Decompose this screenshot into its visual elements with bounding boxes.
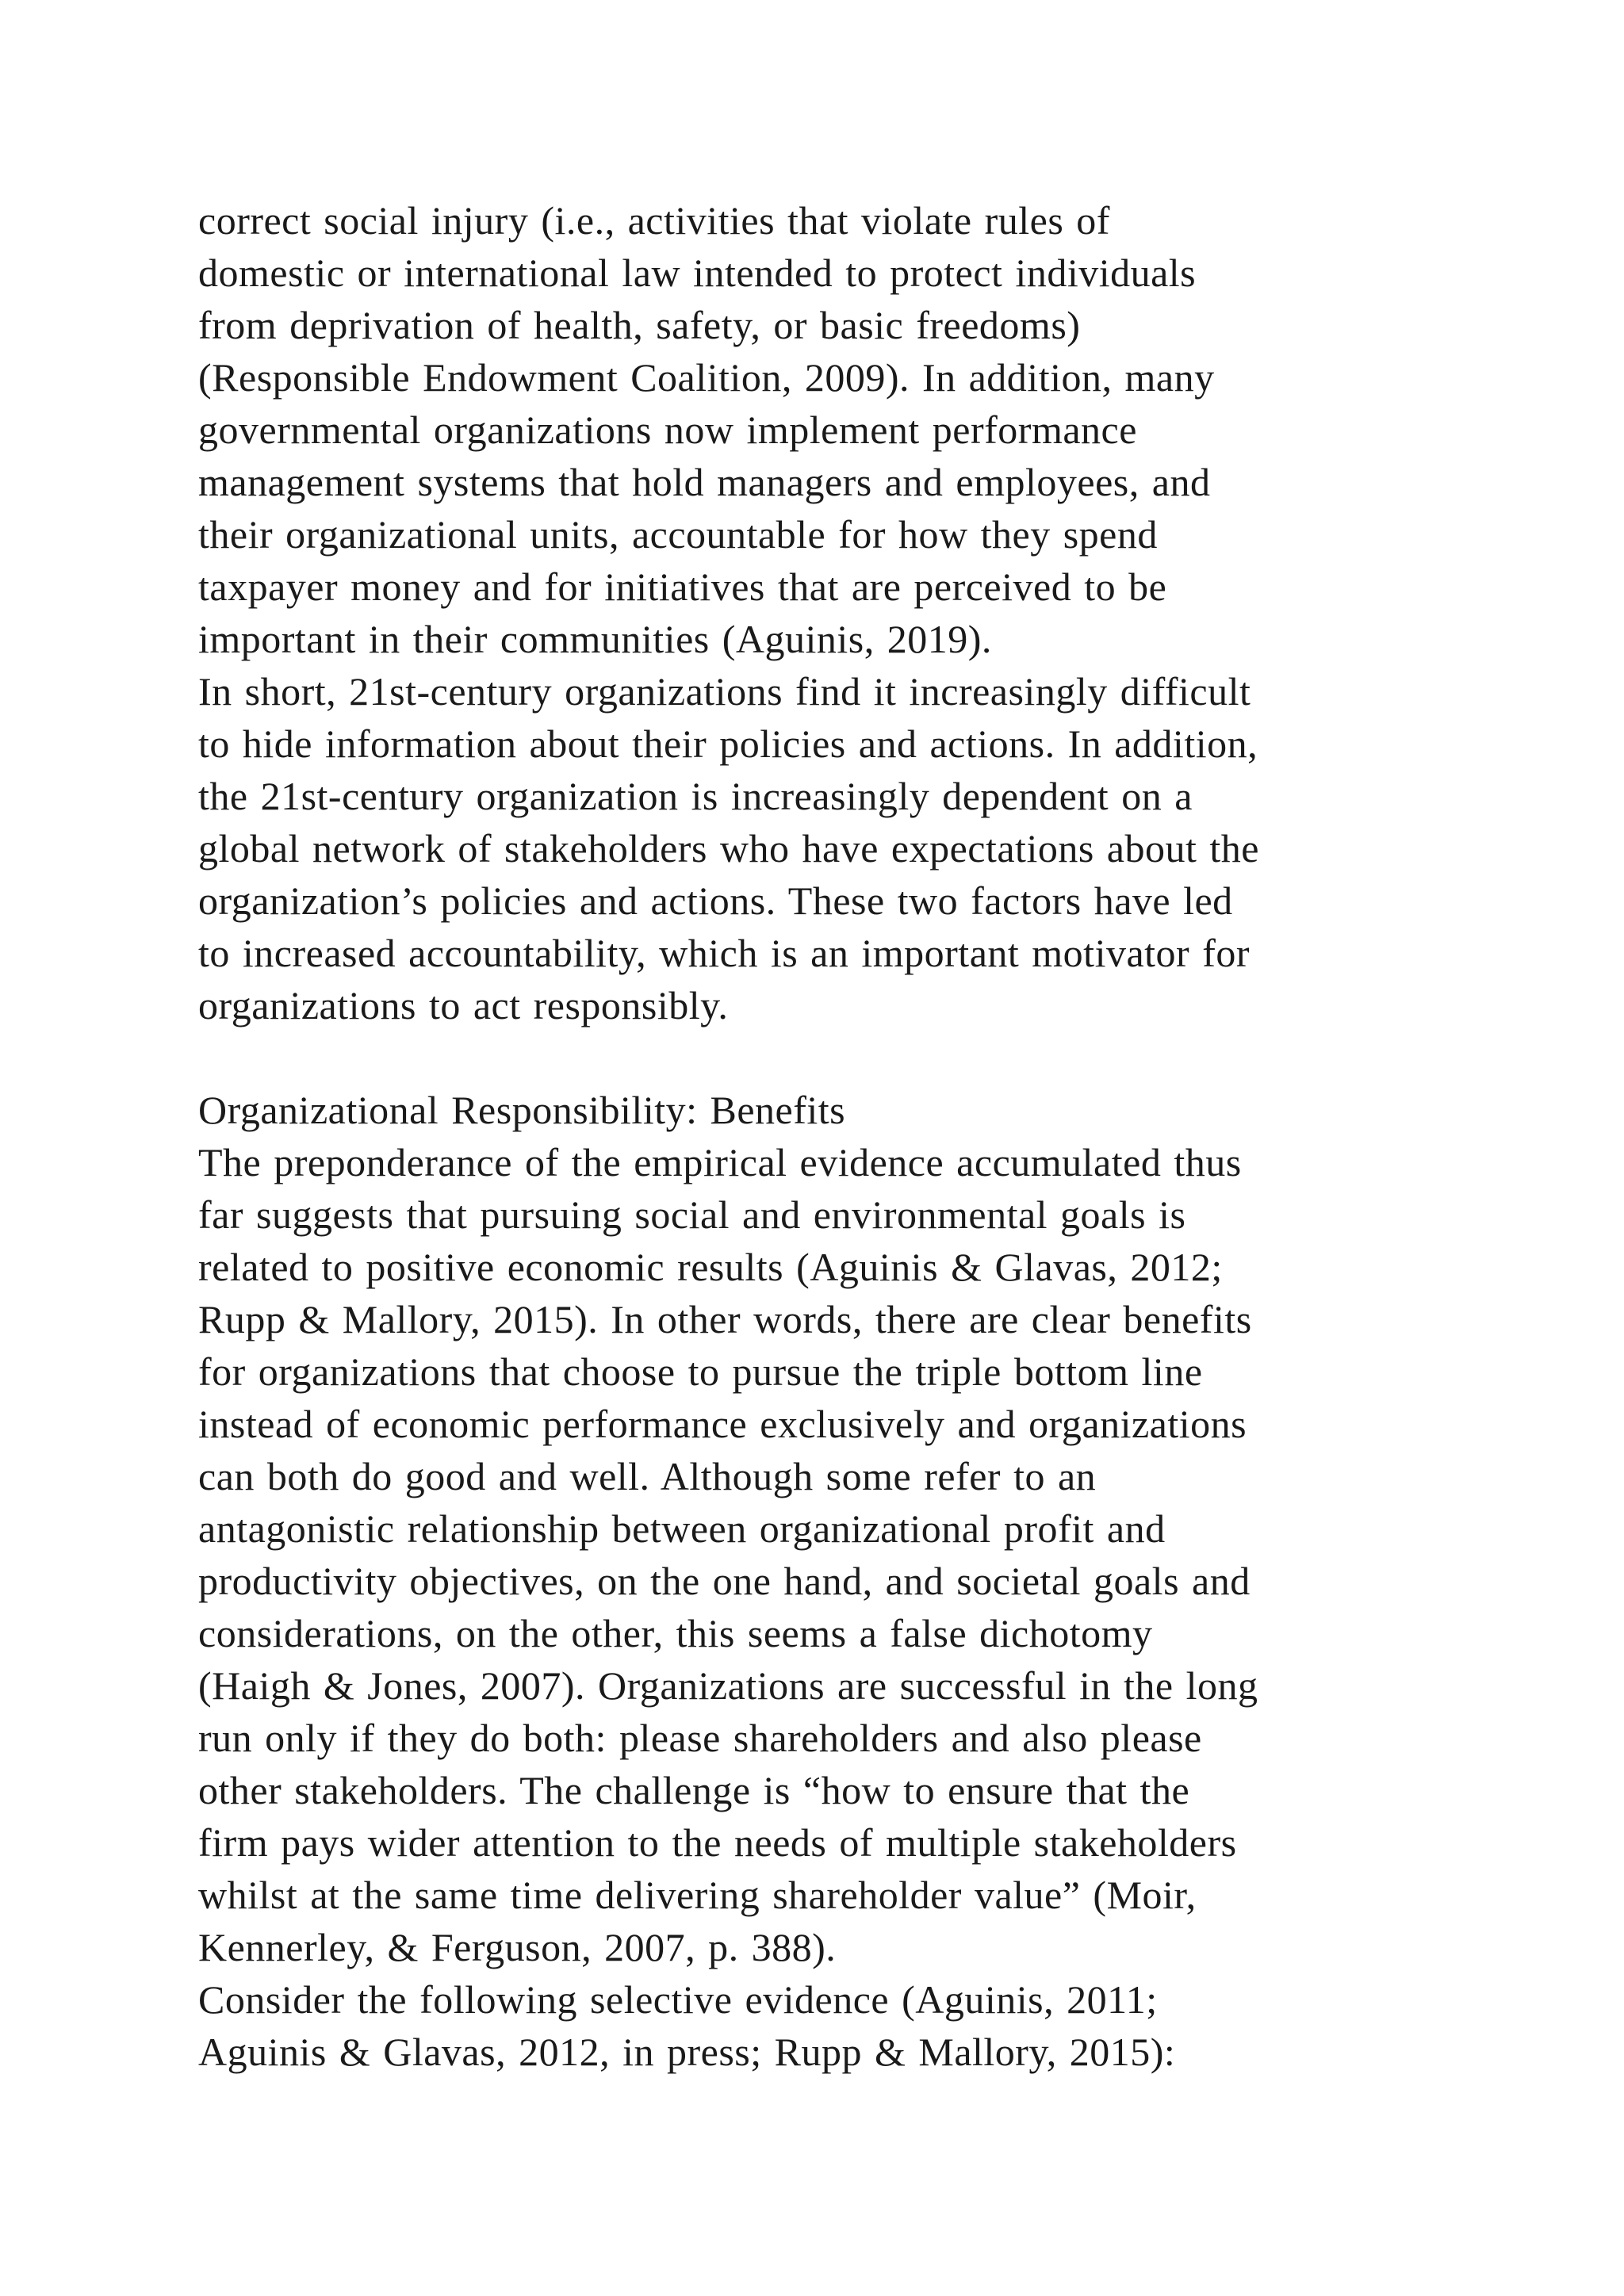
text-line: domestic or international law intended to protect individuals xyxy=(198,251,1197,295)
text-line: instead of economic performance exclusively and organizations xyxy=(198,1402,1247,1446)
text-line: Rupp & Mallory, 2015). In other words, there are clear benefits xyxy=(198,1297,1252,1341)
paragraph-in-short xyxy=(198,665,1467,1031)
text-line: global network of stakeholders who have expectations about the xyxy=(198,826,1259,871)
paragraph-accountability-context xyxy=(198,194,1467,665)
text-line: organizations to act responsibly. xyxy=(198,983,729,1027)
text-line: considerations, on the other, this seems a false dichotomy xyxy=(198,1611,1153,1655)
text-line: Kennerley, & Ferguson, 2007, p. 388). xyxy=(198,1925,837,1969)
text-line: to increased accountability, which is an important motivator for xyxy=(198,931,1250,975)
text-line: to hide information about their policies and actions. In addition, xyxy=(198,721,1258,766)
document-page xyxy=(198,194,1467,2078)
text-line: can both do good and well. Although some refer to an xyxy=(198,1454,1097,1498)
paragraph-spacer xyxy=(198,1031,1467,1084)
text-line: governmental organizations now implement performance xyxy=(198,408,1137,452)
text-line: far suggests that pursuing social and environmental goals is xyxy=(198,1192,1186,1237)
text-line: other stakeholders. The challenge is “how to ensure that the xyxy=(198,1768,1190,1812)
text-line: Aguinis & Glavas, 2012, in press; Rupp & Mallory, 2015): xyxy=(198,2030,1176,2074)
text-line: antagonistic relationship between organizational profit and xyxy=(198,1506,1166,1551)
text-line: important in their communities (Aguinis, 2019). xyxy=(198,617,992,661)
text-line: organization’s policies and actions. These two factors have led xyxy=(198,878,1233,923)
text-line: for organizations that choose to pursue the triple bottom line xyxy=(198,1349,1203,1394)
paragraph-benefits xyxy=(198,1136,1467,1973)
text-line: related to positive economic results (Aguinis & Glavas, 2012; xyxy=(198,1245,1223,1289)
text-line: the 21st-century organization is increasingly dependent on a xyxy=(198,774,1193,818)
text-line: correct social injury (i.e., activities that violate rules of xyxy=(198,198,1110,243)
text-line: firm pays wider attention to the needs of multiple stakeholders xyxy=(198,1820,1237,1865)
text-line: (Haigh & Jones, 2007). Organizations are successful in the long xyxy=(198,1663,1258,1708)
text-line: The preponderance of the empirical evidence accumulated thus xyxy=(198,1140,1242,1184)
text-line: run only if they do both: please shareholders and also please xyxy=(198,1716,1202,1760)
text-line: their organizational units, accountable for how they spend xyxy=(198,512,1158,557)
text-line: Consider the following selective evidence (Aguinis, 2011; xyxy=(198,1977,1158,2022)
text-line: management systems that hold managers and employees, and xyxy=(198,460,1211,504)
text-line: (Responsible Endowment Coalition, 2009). In addition, many xyxy=(198,355,1215,400)
text-line: whilst at the same time delivering shareholder value” (Moir, xyxy=(198,1873,1197,1917)
text-line: taxpayer money and for initiatives that are perceived to be xyxy=(198,564,1167,609)
text-line: from deprivation of health, safety, or basic freedoms) xyxy=(198,303,1081,347)
section-heading: Organizational Responsibility: Benefits xyxy=(198,1088,846,1132)
paragraph-selective-evidence xyxy=(198,1973,1467,2078)
text-line: productivity objectives, on the one hand, and societal goals and xyxy=(198,1559,1251,1603)
text-line: In short, 21st-century organizations find it increasingly difficult xyxy=(198,669,1251,714)
